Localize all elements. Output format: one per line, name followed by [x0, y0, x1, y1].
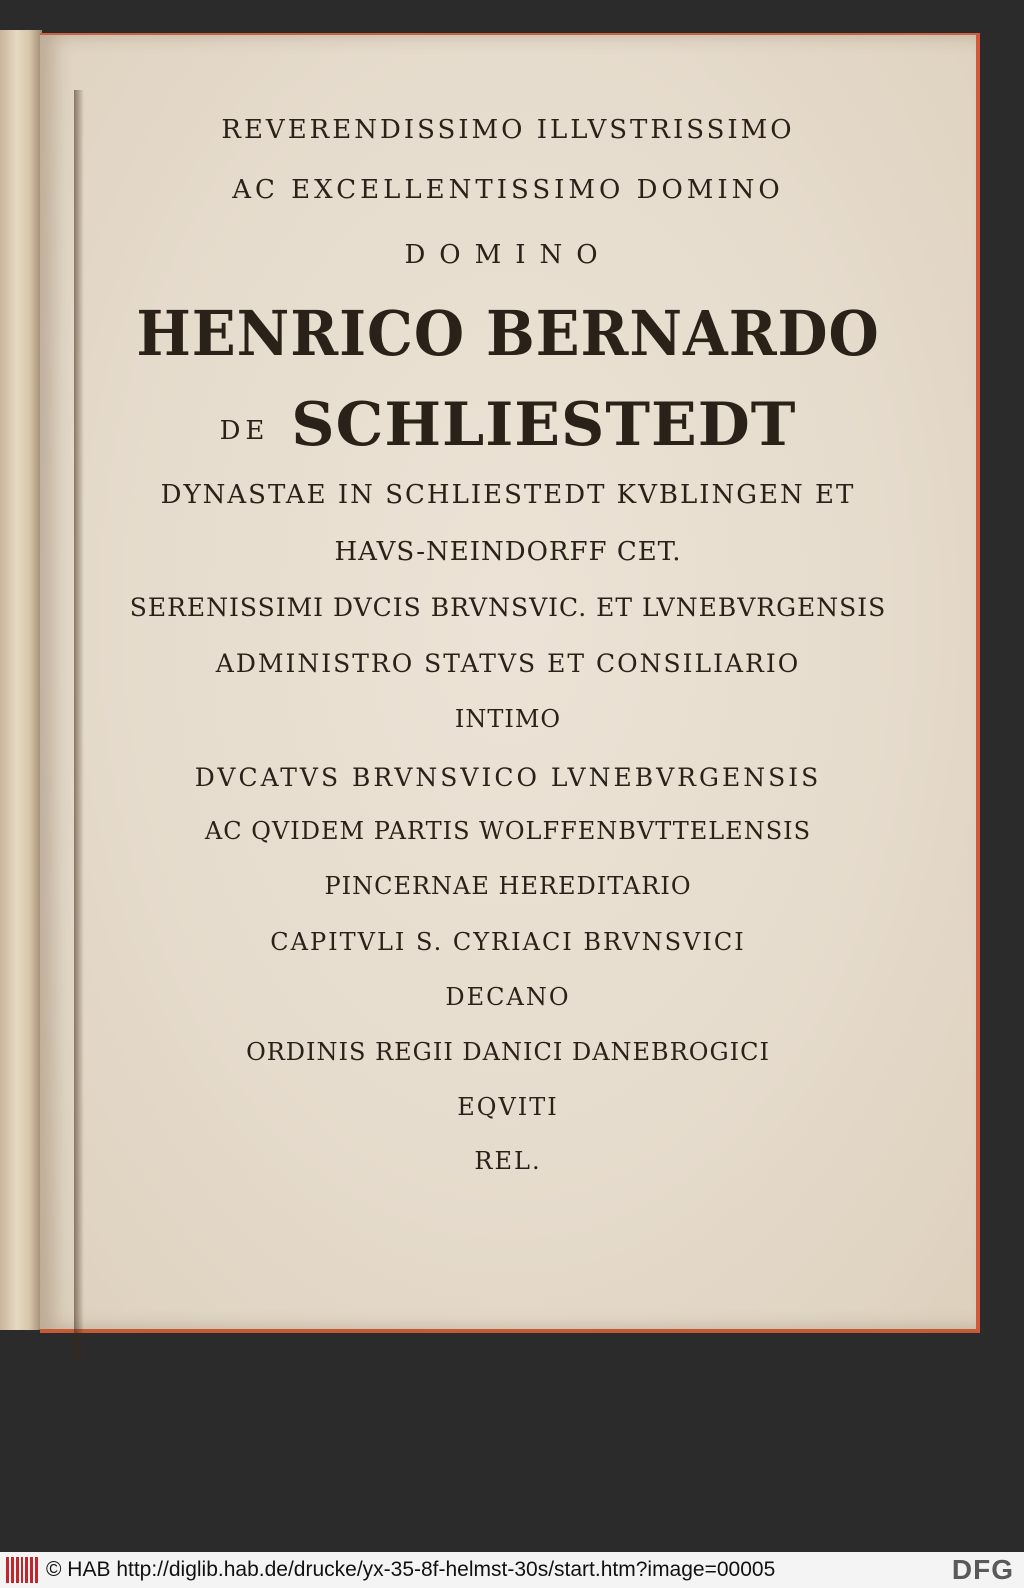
title-line: ORDINIS REGII DANICI DANEBROGICI [246, 1038, 770, 1066]
title-line: SERENISSIMI DVCIS BRVNSVIC. ET LVNEBVRGENSIS [129, 593, 887, 622]
title-line: AC QVIDEM PARTIS WOLFFENBVTTELENSIS [204, 817, 812, 845]
dedication-line: DOMINO [404, 240, 612, 270]
honoree-name: HENRICO BERNARDO [136, 297, 880, 370]
document-page [40, 33, 980, 1333]
dedication-line: AC EXCELLENTISSIMO DOMINO [232, 175, 784, 205]
attribution-footer [0, 1552, 1024, 1588]
dfg-logo: DFG [938, 1552, 1024, 1588]
attribution-link[interactable]: © HAB http://diglib.hab.de/drucke/yx-35-8f-helmst-30s/start.htm?image=00005 [46, 1558, 776, 1581]
dedication-line: REVERENDISSIMO ILLVSTRISSIMO [221, 115, 795, 145]
honoree-surname [40, 390, 976, 460]
title-line: CAPITVLI S. CYRIACI BRVNSVICI [270, 928, 746, 956]
surname: SCHLIESTEDT [291, 390, 797, 460]
title-line: PINCERNAE HEREDITARIO [324, 872, 692, 900]
title-line: EQVITI [457, 1093, 559, 1121]
title-line: HAVS-NEINDORFF CET. [334, 537, 682, 567]
title-line: ADMINISTRO STATVS ET CONSILIARIO [215, 649, 801, 678]
title-line: INTIMO [454, 705, 562, 733]
surname-prefix: DE [219, 416, 270, 446]
title-line: DECANO [445, 983, 571, 1011]
title-line: REL. [474, 1147, 542, 1175]
hab-logo-icon [6, 1557, 38, 1583]
previous-page-edge [0, 30, 42, 1330]
title-line: DYNASTAE IN SCHLIESTEDT KVBLINGEN ET [160, 480, 856, 510]
title-line: DVCATVS BRVNSVICO LVNEBVRGENSIS [194, 763, 822, 792]
